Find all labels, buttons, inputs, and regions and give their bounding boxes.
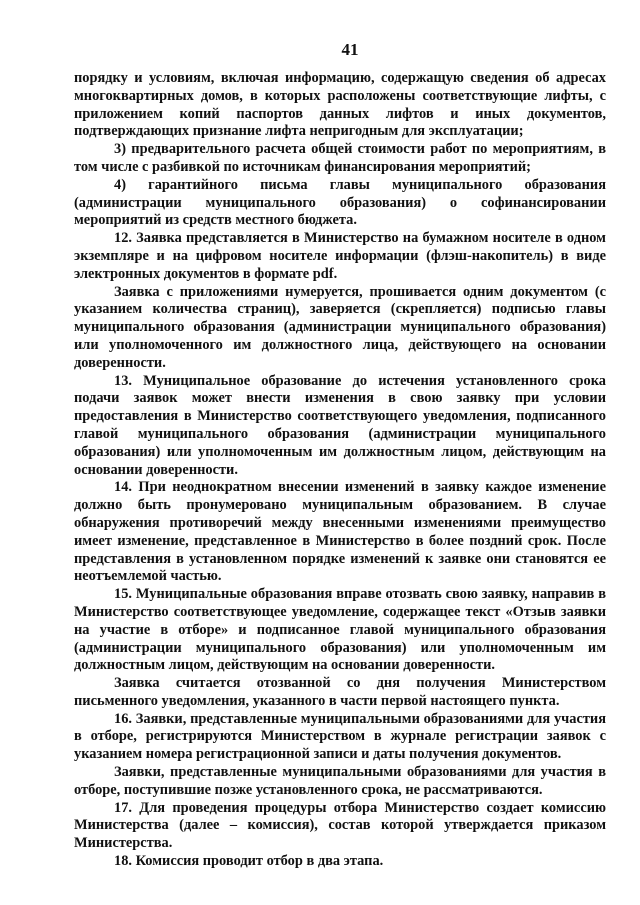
paragraph: Заявки, представленные муниципальными образованиями для участия в отборе, поступившие позже установленного срока, не рассматриваются. — [74, 764, 606, 798]
paragraph: 17. Для проведения процедуры отбора Министерство создает комиссию Министерства (далее – комиссия), состав которой утверждается приказом Министерства. — [74, 799, 606, 852]
paragraph: 3) предварительного расчета общей стоимости работ по мероприятиям, в том числе с разбивкой по источникам финансирования мероприятий; — [74, 141, 606, 175]
page-number: 41 — [341, 40, 359, 59]
document-body — [74, 70, 606, 871]
paragraph: 13. Муниципальное образование до истечения установленного срока подачи заявок может внести изменения в свою заявку при условии предоставления в Министерство соответствующего уведомления, подписанного главой муниципального образования (администрации муниципального образования) или уполномоченным им должностным лицом, действующим на основании доверенности. — [74, 372, 606, 478]
paragraph: Заявка с приложениями нумеруется, прошивается одним документом (с указанием количества страниц), заверяется (скрепляется) подписью главы муниципального образования (администрации муниципального образования) или уполномоченного им должностного лица, действующего на основании доверенности. — [74, 283, 606, 371]
paragraph: 4) гарантийного письма главы муниципального образования (администрации муниципального образования) о софинансировании мероприятий из средств местного бюджета. — [74, 176, 606, 229]
paragraph: 16. Заявки, представленные муниципальными образованиями для участия в отборе, регистрируются Министерством в журнале регистрации заявок с указанием номера регистрационной записи и даты получения документов. — [74, 710, 606, 763]
paragraph: 15. Муниципальные образования вправе отозвать свою заявку, направив в Министерство соответствующее уведомление, содержащее текст «Отзыв заявки на участие в отборе» и подписанное главой муниципального образования (администрации муниципального образования) или уполномоченным им должностным лицом, действующим на основании доверенности. — [74, 586, 606, 674]
paragraph: 18. Комиссия проводит отбор в два этапа. — [114, 853, 384, 870]
paragraph: 14. При неоднократном внесении изменений в заявку каждое изменение должно быть пронумеровано муниципальным образованием. В случае обнаружения противоречий между внесенными изменениями преимущество имеет изменение, представленное в Министерство в более поздний срок. После представления в установленном порядке изменений к заявке они становятся ее неотъемлемой частью. — [74, 479, 606, 585]
paragraph: 12. Заявка представляется в Министерство на бумажном носителе в одном экземпляре и на цифровом носителе информации (флэш-накопитель) в виде электронных документов в формате pdf. — [74, 230, 606, 282]
paragraph: порядку и условиям, включая информацию, содержащую сведения об адресах многоквартирных домов, в которых расположены соответствующие лифты, с приложением копий паспортов данных лифтов и иных документов, подтверждающих признание лифта непригодным для эксплуатации; — [74, 70, 606, 140]
paragraph: Заявка считается отозванной со дня получения Министерством письменного уведомления, указанного в части первой настоящего пункта. — [74, 675, 606, 709]
